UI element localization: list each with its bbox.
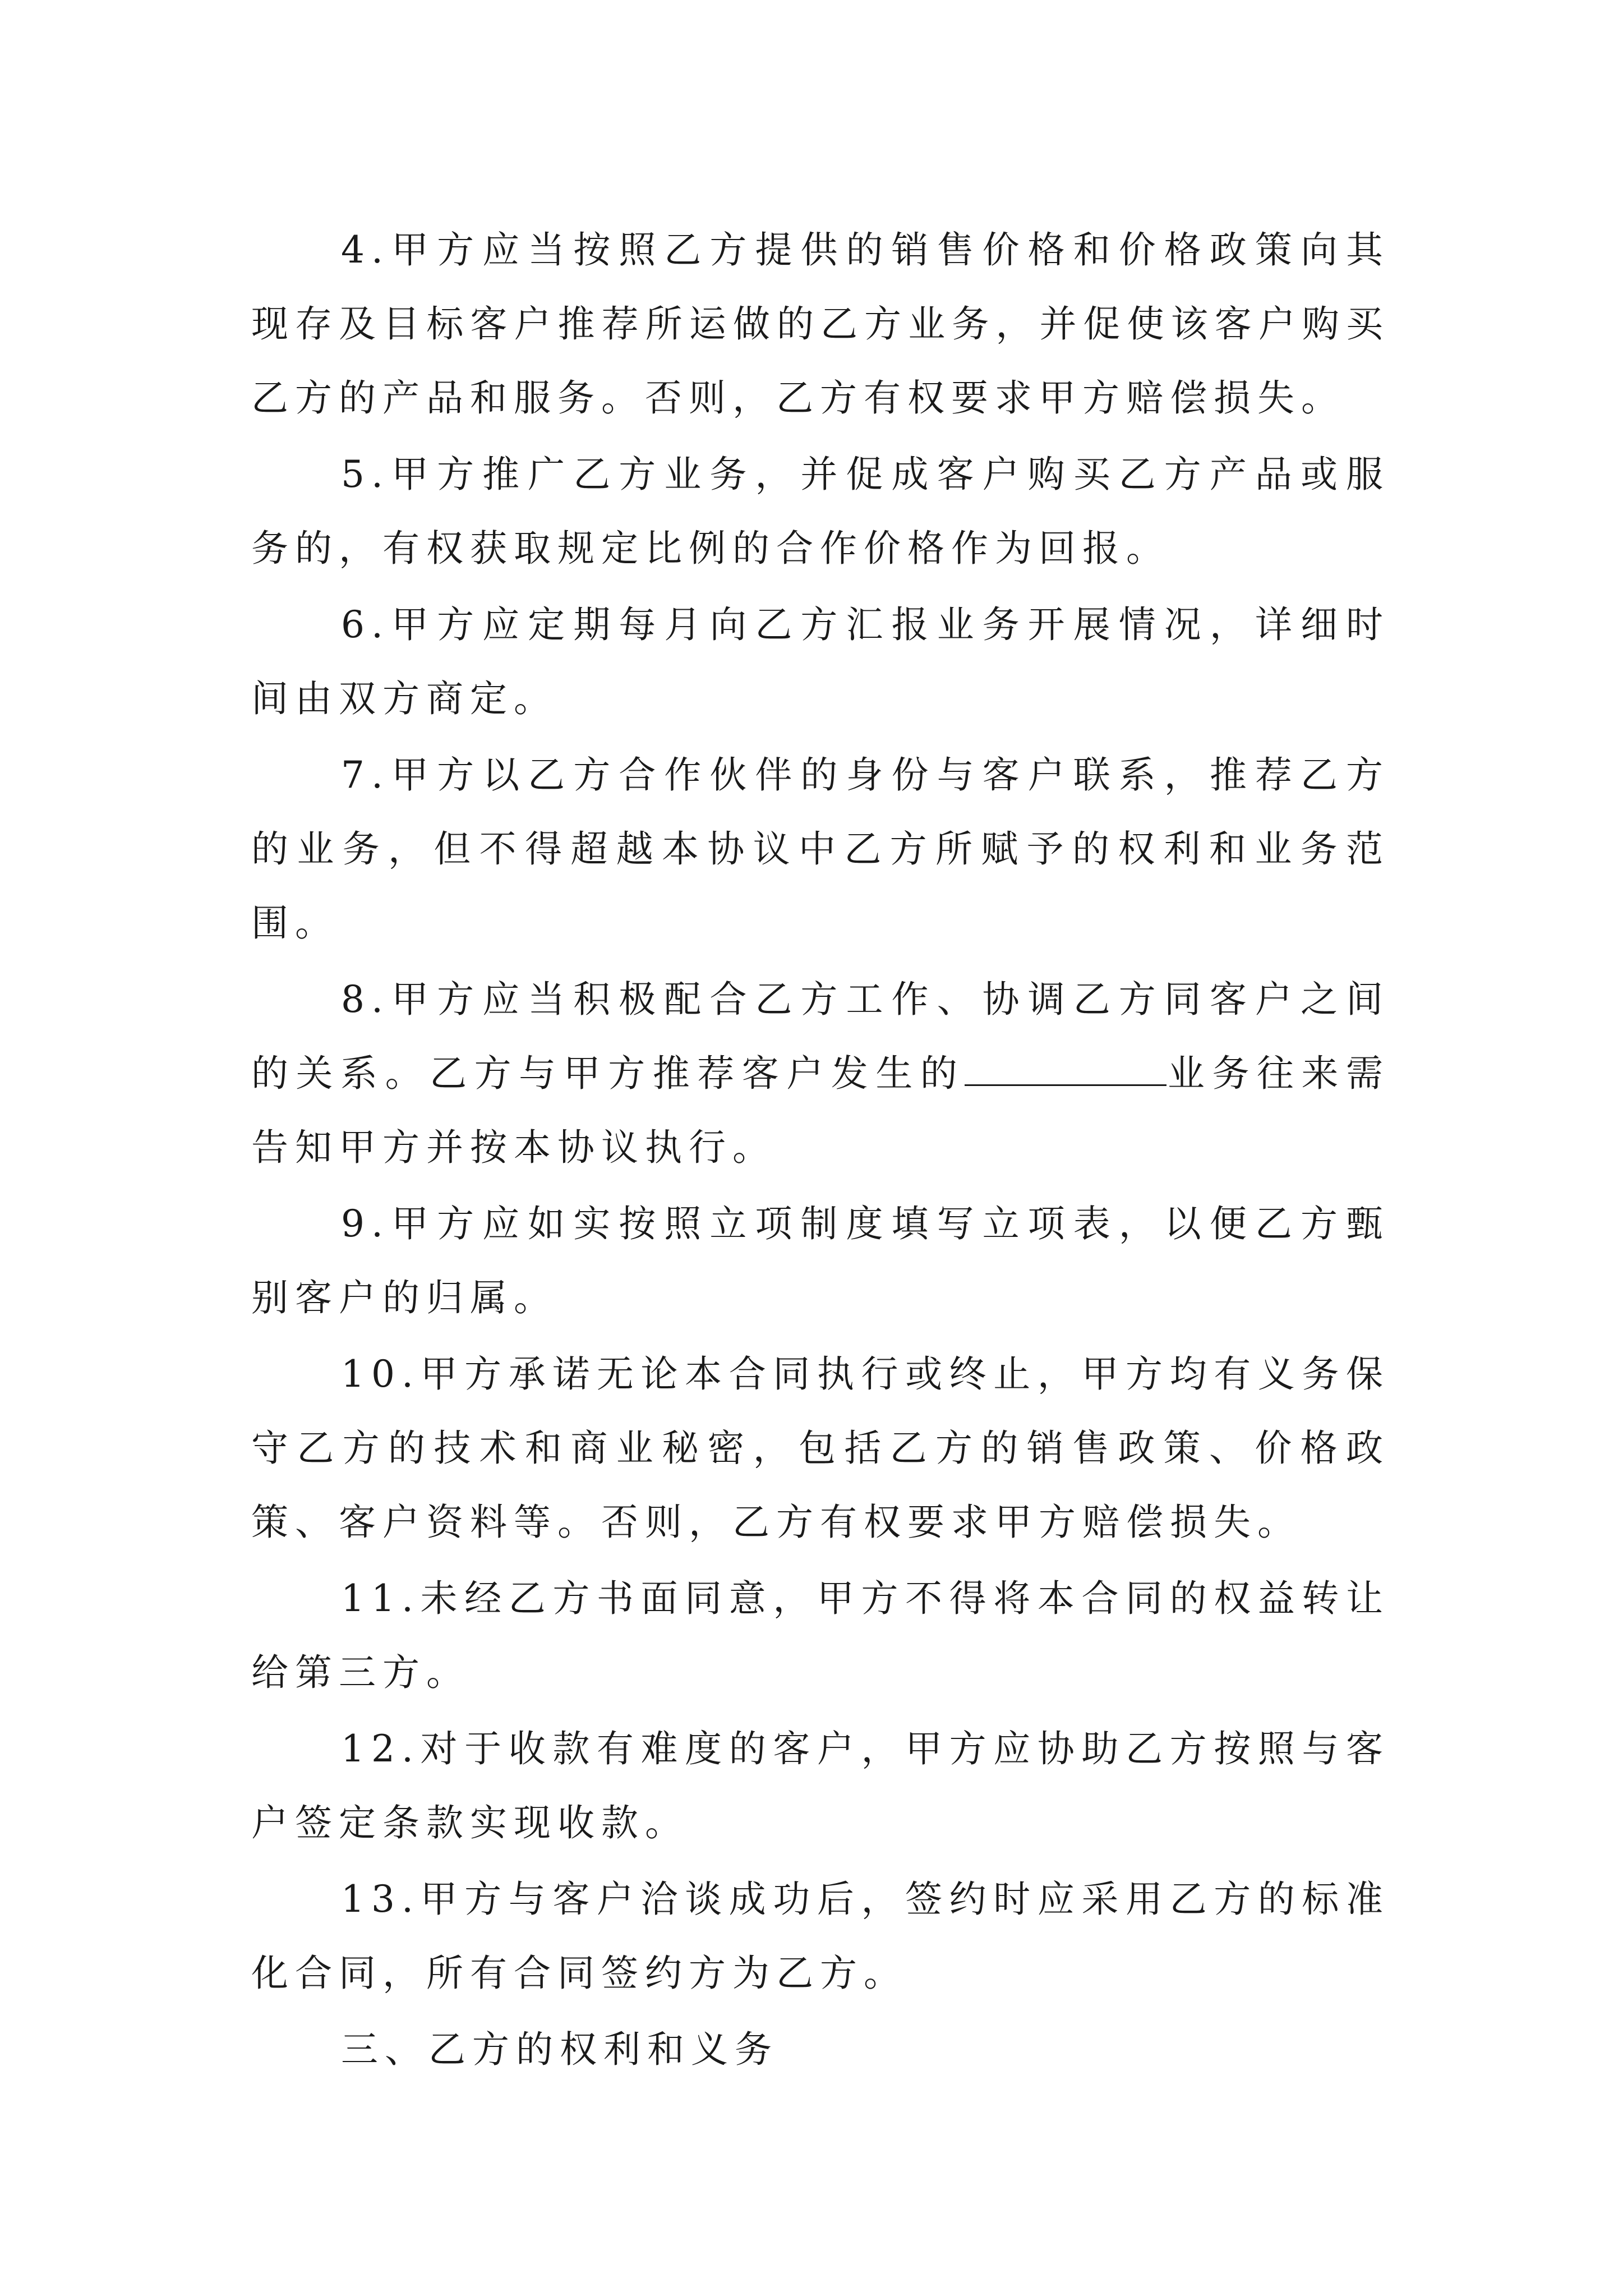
clause-8 [251,963,1390,1185]
clause-8-text-before: 8.甲方应当积极配合乙方工作、协调乙方同客户之间的关系。乙方与甲方推荐客户发生的 [251,978,1390,1095]
clause-13: 13.甲方与客户洽谈成功后，签约时应采用乙方的标准化合同，所有合同签约方为乙方。 [251,1878,1390,1995]
clause-4: 4.甲方应当按照乙方提供的销售价格和价格政策向其现存及目标客户推荐所运做的乙方业务，并促使该客户购买乙方的产品和服务。否则，乙方有权要求甲方赔偿损失。 [251,228,1390,420]
clause-9: 9.甲方应如实按照立项制度填写立项表，以便乙方甄别客户的归属。 [251,1202,1390,1319]
clause-11: 11.未经乙方书面同意，甲方不得将本合同的权益转让给第三方。 [251,1577,1390,1694]
fill-in-blank [965,1051,1166,1086]
clause-6: 6.甲方应定期每月向乙方汇报业务开展情况，详细时间由双方商定。 [251,603,1390,720]
clause-5: 5.甲方推广乙方业务，并促成客户购买乙方产品或服务的，有权获取规定比例的合作价格作为回报。 [251,453,1390,570]
clause-10: 10.甲方承诺无论本合同执行或终止，甲方均有义务保守乙方的技术和商业秘密，包括乙方的销售政策、价格政策、客户资料等。否则，乙方有权要求甲方赔偿损失。 [251,1352,1390,1544]
clause-7: 7.甲方以乙方合作伙伴的身份与客户联系，推荐乙方的业务，但不得超越本协议中乙方所赋予的权利和业务范围。 [251,753,1390,945]
document-page [251,213,1390,2087]
clause-8-text-after: 业务往来需告知甲方并按本协议执行。 [251,1052,1390,1169]
clause-12: 12.对于收款有难度的客户，甲方应协助乙方按照与客户签定条款实现收款。 [251,1727,1390,1844]
section-heading: 三、乙方的权利和义务 [341,2028,778,2071]
